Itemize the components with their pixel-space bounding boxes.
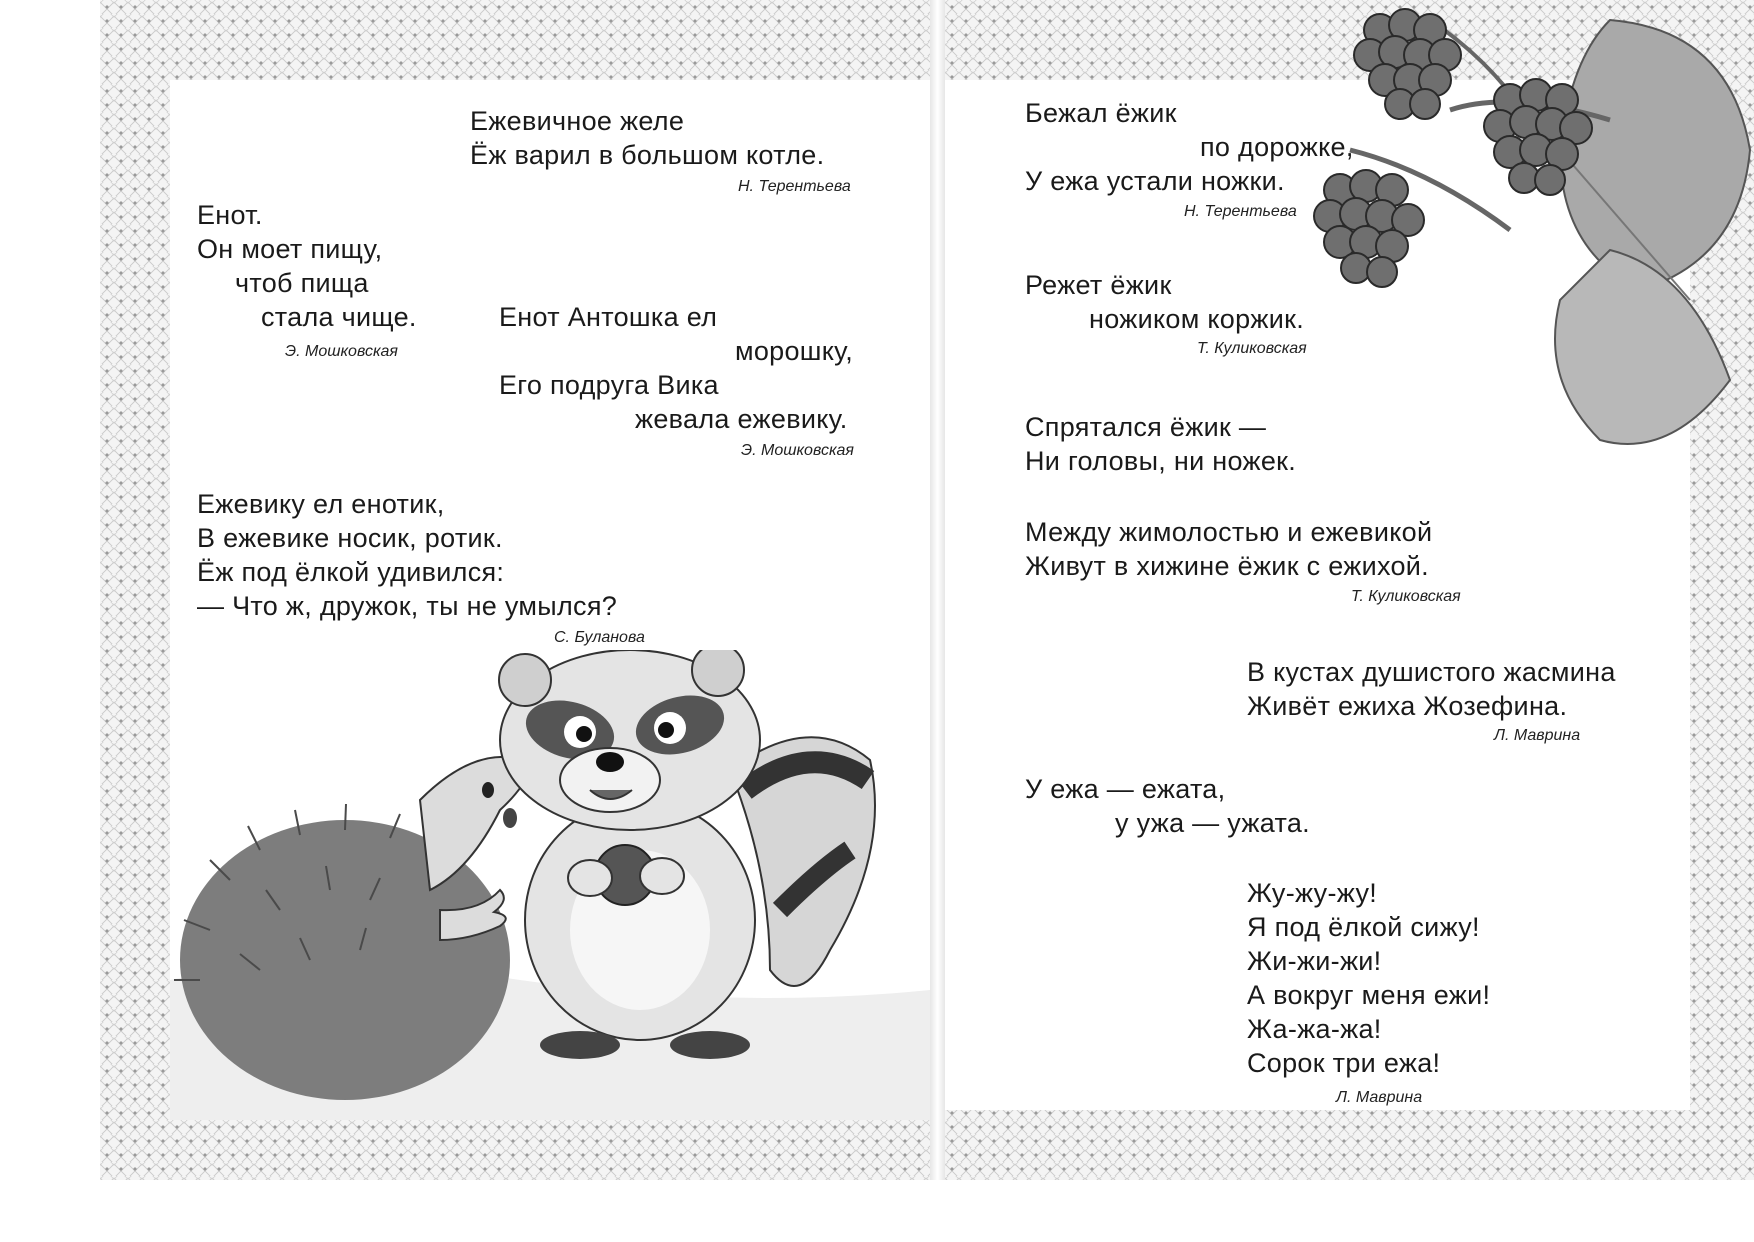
poem-line: Ежевику ел енотик, bbox=[197, 489, 445, 519]
poem-line: чтоб пища bbox=[235, 268, 369, 298]
poem-line: ножиком коржик. bbox=[1089, 304, 1305, 334]
poem-zhu-zhu-zhu bbox=[1247, 876, 1490, 1080]
poem-line: У ежа устали ножки. bbox=[1025, 166, 1285, 196]
poem-author: Э. Мошковская bbox=[285, 343, 398, 360]
poem-author: Н. Терентьева bbox=[738, 178, 851, 195]
poem-author: Т. Куликовская bbox=[1197, 340, 1307, 357]
poem-line: Ежевичное желе bbox=[470, 106, 685, 136]
poem-line: Ёж под ёлкой удивился: bbox=[197, 557, 505, 587]
poem-line: Живут в хижине ёжик с ежихой. bbox=[1025, 551, 1429, 581]
poem-line: Жу-жу-жу! bbox=[1247, 878, 1378, 908]
raccoon-and-hedgehog-icon bbox=[170, 650, 930, 1120]
poem-line: по дорожке, bbox=[1200, 132, 1354, 162]
poem-line: стала чище. bbox=[261, 302, 417, 332]
poem-line: Енот. bbox=[197, 200, 263, 230]
poem-line: Ни головы, ни ножек. bbox=[1025, 446, 1297, 476]
poem-line: Ёж варил в большом котле. bbox=[470, 140, 825, 170]
poem-author: Э. Мошковская bbox=[741, 442, 854, 459]
poem-enot bbox=[197, 198, 417, 334]
poem-line: у ужа — ужата. bbox=[1115, 808, 1310, 838]
poem-line: Бежал ёжик bbox=[1025, 98, 1177, 128]
poem-line: Жа-жа-жа! bbox=[1247, 1014, 1382, 1044]
poem-line: В кустах душистого жасмина bbox=[1247, 657, 1616, 687]
poem-line: А вокруг меня ежи! bbox=[1247, 980, 1491, 1010]
poem-line: Жи-жи-жи! bbox=[1247, 946, 1382, 976]
poem-rezhet-ezhik bbox=[1025, 268, 1304, 336]
poem-author: Т. Куликовская bbox=[1351, 588, 1461, 605]
poem-line: Живёт ежиха Жозефина. bbox=[1247, 691, 1568, 721]
poem-mezhdu-zhimolostyu bbox=[1025, 515, 1432, 583]
poem-line: Между жимолостью и ежевикой bbox=[1025, 517, 1433, 547]
poem-author: Н. Терентьева bbox=[1184, 203, 1297, 220]
poem-spryatalsya-ezhik bbox=[1025, 410, 1296, 478]
poem-author: Л. Маврина bbox=[1336, 1089, 1423, 1106]
poem-line: В ежевике носик, ротик. bbox=[197, 523, 503, 553]
poem-bezhal-ezhik bbox=[1025, 96, 1354, 198]
poem-line: Спрятался ёжик — bbox=[1025, 412, 1267, 442]
poem-u-ezha-ezhata bbox=[1025, 772, 1310, 840]
poem-line: Его подруга Вика bbox=[499, 370, 719, 400]
poem-line: — Что ж, дружок, ты не умылся? bbox=[197, 591, 618, 621]
poem-line: Режет ёжик bbox=[1025, 270, 1172, 300]
book-spine bbox=[930, 0, 945, 1180]
poem-author: Л. Маврина bbox=[1494, 727, 1581, 744]
poem-line: жевала ежевику. bbox=[635, 404, 848, 434]
blackberry-branch-icon bbox=[1310, 0, 1754, 470]
poem-ezhevichnoe-zhele bbox=[470, 104, 824, 172]
poem-ezheviku-el-enotik bbox=[197, 487, 617, 623]
poem-line: Я под ёлкой сижу! bbox=[1247, 912, 1480, 942]
poem-line: Енот Антошка ел bbox=[499, 302, 718, 332]
poem-line: Он моет пищу, bbox=[197, 234, 383, 264]
poem-line: Сорок три ежа! bbox=[1247, 1048, 1441, 1078]
poem-line: морошку, bbox=[735, 336, 854, 366]
poem-line: У ежа — ежата, bbox=[1025, 774, 1226, 804]
poem-author: С. Буланова bbox=[554, 629, 645, 646]
poem-enot-antoshka bbox=[499, 300, 853, 436]
poem-v-kustakh-zhasmina bbox=[1247, 655, 1616, 723]
